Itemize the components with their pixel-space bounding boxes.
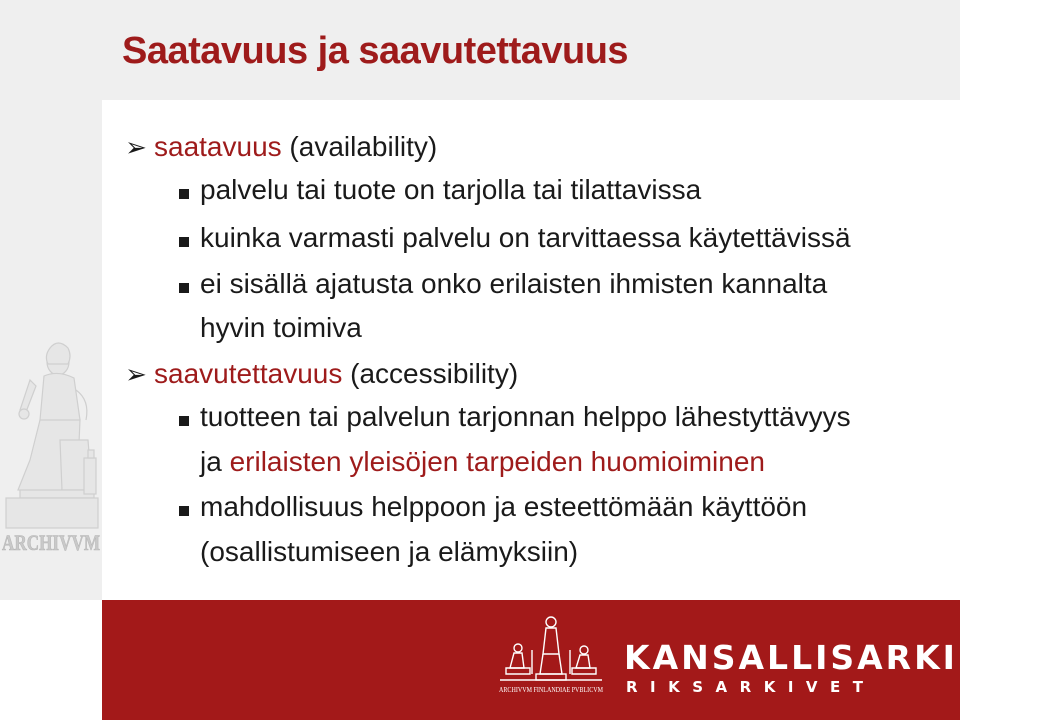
- square-bullet-icon: [168, 491, 200, 523]
- square-bullet-icon: [168, 401, 200, 433]
- accessibility-item: [168, 401, 851, 433]
- archivum-seal-icon: [0, 340, 102, 570]
- arrowhead-bullet-icon: ➢: [125, 359, 147, 389]
- accessibility-term: saavutettavuus: [154, 358, 343, 389]
- brand-subtitle: RIKSARKIVET: [626, 678, 876, 696]
- accessibility-item-continuation: [200, 536, 578, 568]
- item-text: mahdollisuus helppoon ja esteettömään käyttöön: [200, 491, 808, 522]
- item-text: kuinka varmasti palvelu on tarvittaessa käytettävissä: [200, 222, 851, 253]
- square-bullet-icon: [168, 222, 200, 254]
- arrowhead-bullet-icon: ➢: [125, 132, 147, 162]
- item-text-highlight: erilaisten yleisöjen tarpeiden huomioiminen: [229, 446, 765, 477]
- item-text: tuotteen tai palvelun tarjonnan helppo lähestyttävyys: [200, 401, 851, 432]
- emblem-caption: ARCHIVVM FINLANDIAE PVBLICVM: [499, 686, 604, 694]
- bullet-accessibility: [118, 358, 518, 390]
- item-text: palvelu tai tuote on tarjolla tai tilattavissa: [200, 174, 702, 205]
- square-bullet-icon: [168, 268, 200, 300]
- accessibility-gloss: (accessibility): [350, 358, 519, 389]
- availability-item-continuation: [200, 312, 362, 344]
- item-text: ei sisällä ajatusta onko erilaisten ihmisten kannalta: [200, 268, 828, 299]
- bullet-availability: [118, 131, 437, 163]
- item-text-prefix: ja: [200, 446, 230, 477]
- availability-item: [168, 222, 851, 254]
- footer-band: [102, 600, 1041, 720]
- square-bullet-icon: [168, 174, 200, 206]
- availability-term: saatavuus: [154, 131, 282, 162]
- availability-gloss: (availability): [289, 131, 438, 162]
- accessibility-item-continuation: [200, 446, 765, 478]
- item-text: hyvin toimiva: [200, 312, 362, 343]
- availability-item: [168, 268, 827, 300]
- item-text: (osallistumiseen ja elämyksiin): [200, 536, 579, 567]
- availability-item: [168, 174, 701, 206]
- slide-title: Saatavuus ja saavutettavuus: [122, 30, 629, 72]
- kansallisarkisto-emblem-icon: [496, 610, 606, 700]
- side-logo-text: ARCHIVVM: [2, 530, 101, 555]
- accessibility-item: [168, 491, 807, 523]
- brand-name: KANSALLISARKISTO: [624, 638, 1041, 677]
